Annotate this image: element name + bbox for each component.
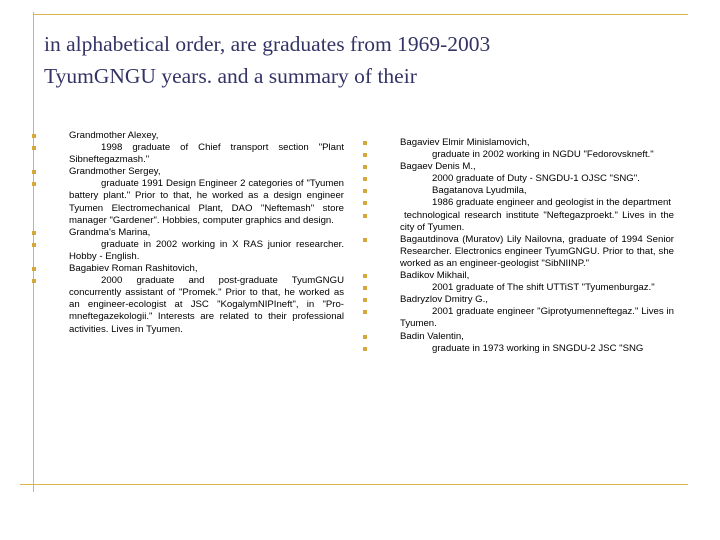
title-line-1: in alphabetical order, are graduates from 1969-2003 xyxy=(44,32,491,56)
list-item: Bagaev Denis M., xyxy=(400,161,674,173)
list-item: 2000 graduate of Duty - SNGDU-1 OJSC "SNG". xyxy=(400,173,674,185)
square-bullet-icon xyxy=(363,141,367,145)
square-bullet-icon xyxy=(363,153,367,157)
square-bullet-icon xyxy=(32,267,36,271)
list-item: 1986 graduate engineer and geologist in the department xyxy=(400,197,674,209)
list-item: graduate in 1973 working in SNGDU-2 JSC "SNG xyxy=(400,343,674,355)
square-bullet-icon xyxy=(363,286,367,290)
list-item: 2000 graduate and post-graduate TyumGNGU concurrently assistant of "Promek." Prior to that, he worked as an engineer-ecologist at JSC "KogalymNIPIneft", in "Pro-mneftegazekologii." Interests are related to their professional activities. Lives in Tyumen. xyxy=(69,275,344,335)
list-item: 2001 graduate of The shift UTTiST "Tyumenburgaz." xyxy=(400,282,674,294)
list-item: 1998 graduate of Chief transport section "Plant Sibneftegazmash." xyxy=(69,142,344,166)
list-item: Bagaviev Elmir Minislamovich, xyxy=(400,137,674,149)
square-bullet-icon xyxy=(363,274,367,278)
list-item: Badin Valentin, xyxy=(400,331,674,343)
square-bullet-icon xyxy=(363,310,367,314)
list-item: Bagatanova Lyudmila, xyxy=(400,185,674,197)
square-bullet-icon xyxy=(363,165,367,169)
title-line-2: TyumGNGU years. and a summary of their xyxy=(44,64,417,88)
list-item: technological research institute "Neftegazproekt." Lives in the city of Tyumen. xyxy=(400,210,674,234)
square-bullet-icon xyxy=(363,201,367,205)
list-item: Bagabiev Roman Rashitovich, xyxy=(69,263,344,275)
square-bullet-icon xyxy=(32,170,36,174)
square-bullet-icon xyxy=(363,238,367,242)
left-accent-line xyxy=(33,12,34,492)
square-bullet-icon xyxy=(32,134,36,138)
square-bullet-icon xyxy=(363,298,367,302)
top-accent-line xyxy=(33,14,688,15)
square-bullet-icon xyxy=(32,279,36,283)
list-item: Grandmother Alexey, xyxy=(69,130,344,142)
square-bullet-icon xyxy=(363,335,367,339)
square-bullet-icon xyxy=(363,189,367,193)
list-item: graduate 1991 Design Engineer 2 categories of "Tyumen battery plant." Prior to that, he worked as a design engineer Tyumen Electromechanical Plant, DAO "Neftemash" store manager "Gardener". Hobbies, computer graphics and design. xyxy=(69,178,344,226)
right-bullet-list xyxy=(400,137,674,355)
list-item: 2001 graduate engineer "Giprotyumenneftegaz." Lives in Tyumen. xyxy=(400,306,674,330)
list-item: Grandma's Marina, xyxy=(69,227,344,239)
list-item: graduate in 2002 working in NGDU "Fedorovskneft." xyxy=(400,149,674,161)
square-bullet-icon xyxy=(32,231,36,235)
list-item: Grandmother Sergey, xyxy=(69,166,344,178)
square-bullet-icon xyxy=(32,182,36,186)
list-item: Bagautdinova (Muratov) Lily Nailovna, graduate of 1994 Senior Researcher. Electronics engineer TyumGNGU. Prior to that, she worked as an engineer-geologist "SibNIINP." xyxy=(400,234,674,270)
square-bullet-icon xyxy=(32,243,36,247)
slide-title xyxy=(44,28,684,92)
list-item: Badikov Mikhail, xyxy=(400,270,674,282)
list-item: Badryzlov Dmitry G., xyxy=(400,294,674,306)
square-bullet-icon xyxy=(32,146,36,150)
left-bullet-list xyxy=(69,130,344,336)
square-bullet-icon xyxy=(363,347,367,351)
list-item: graduate in 2002 working in X RAS junior researcher. Hobby - English. xyxy=(69,239,344,263)
square-bullet-icon xyxy=(363,214,367,218)
square-bullet-icon xyxy=(363,177,367,181)
bottom-accent-line xyxy=(20,484,688,485)
